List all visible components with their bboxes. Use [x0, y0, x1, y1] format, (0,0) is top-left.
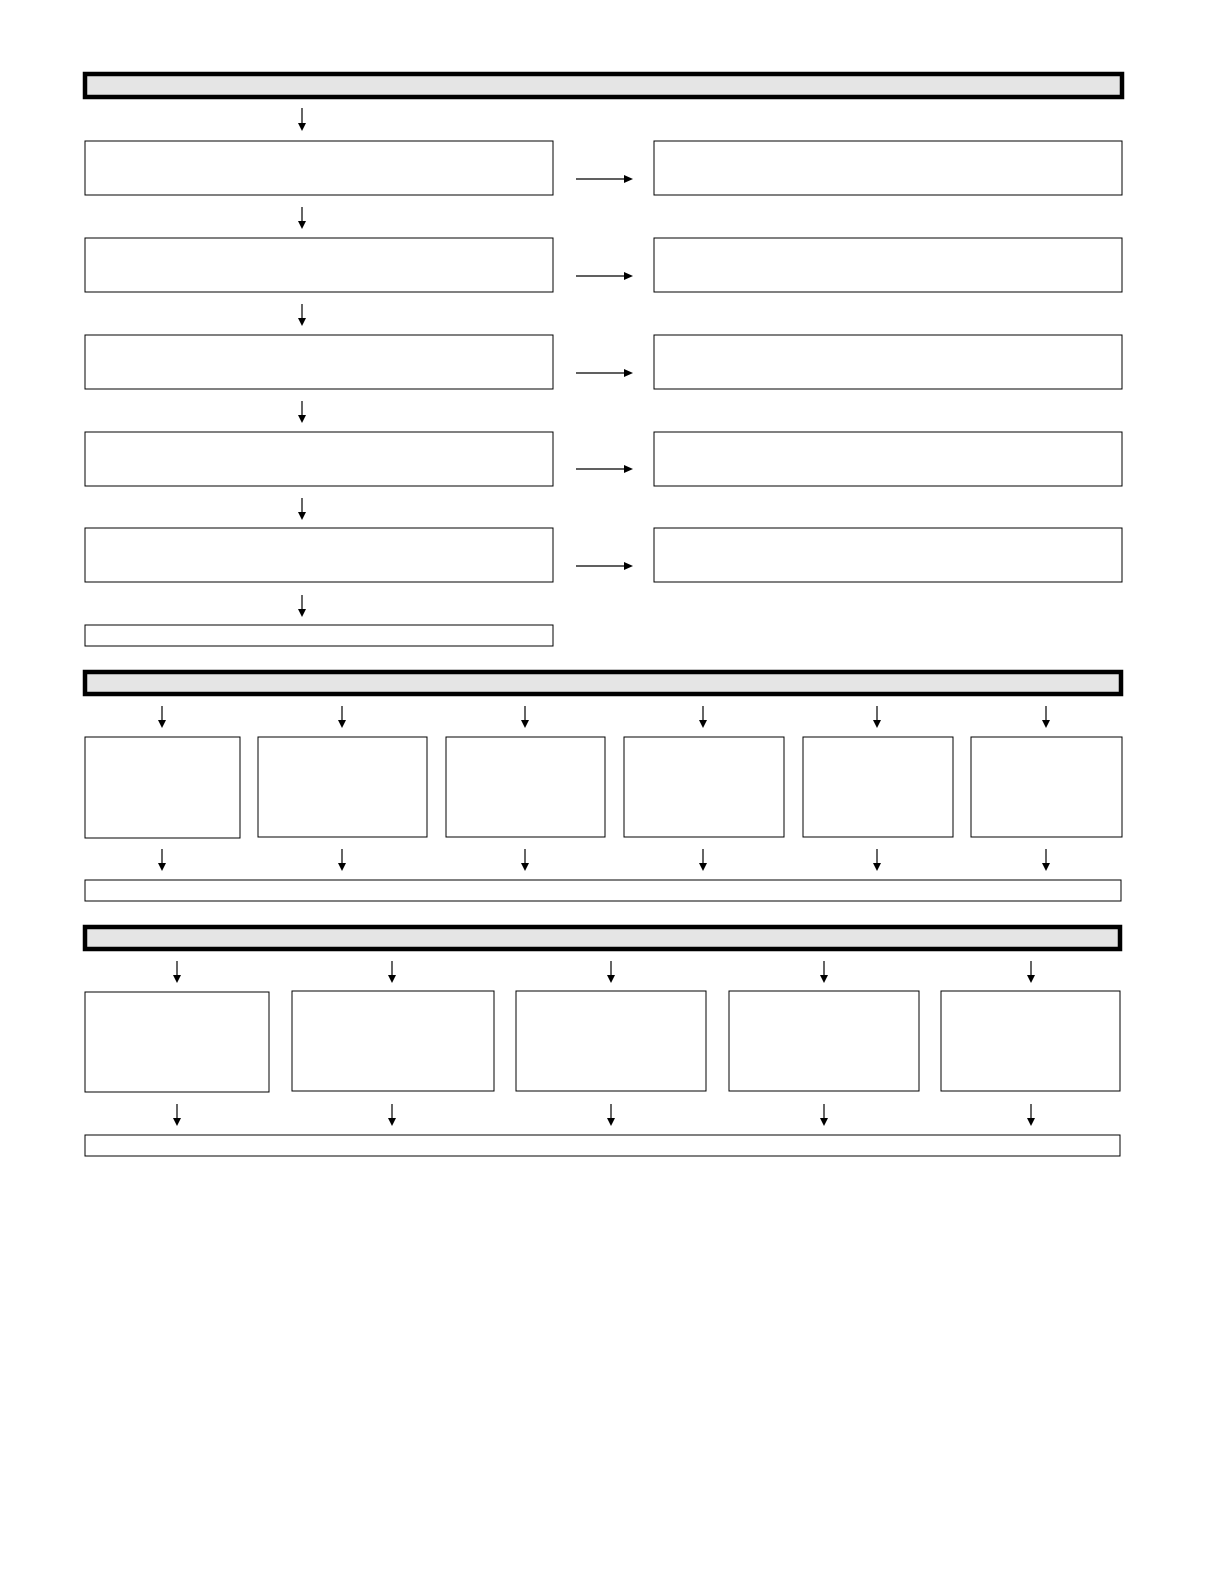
down-arrow	[1042, 706, 1050, 728]
section-2	[85, 672, 1122, 901]
process-box-right-1	[654, 141, 1122, 195]
down-arrow	[521, 706, 529, 728]
right-arrow	[576, 272, 633, 280]
process-box-left-4	[85, 432, 553, 486]
section-1-header	[85, 74, 1122, 97]
down-arrow	[298, 207, 306, 229]
down-arrow	[158, 849, 166, 871]
section-3	[85, 927, 1120, 1156]
process-box-left-5	[85, 528, 553, 582]
process-box-right-3	[654, 335, 1122, 389]
process-box	[446, 737, 605, 837]
down-arrow	[820, 1104, 828, 1126]
down-arrow	[158, 706, 166, 728]
down-arrow	[820, 961, 828, 983]
process-box	[624, 737, 784, 837]
process-box	[971, 737, 1122, 837]
process-box	[941, 991, 1120, 1091]
down-arrow	[298, 498, 306, 520]
down-arrow	[388, 1104, 396, 1126]
right-arrow	[576, 562, 633, 570]
down-arrow	[298, 595, 306, 617]
section-3-header	[85, 927, 1120, 949]
down-arrow	[388, 961, 396, 983]
down-arrow	[298, 401, 306, 423]
down-arrow	[298, 108, 306, 131]
summary-box-1	[85, 625, 553, 646]
process-box-right-4	[654, 432, 1122, 486]
process-box	[258, 737, 427, 837]
section-2-header	[85, 672, 1121, 694]
down-arrow	[338, 849, 346, 871]
right-arrow	[576, 175, 633, 183]
down-arrow	[1027, 1104, 1035, 1126]
down-arrow	[607, 1104, 615, 1126]
down-arrow	[873, 706, 881, 728]
process-box	[729, 991, 919, 1091]
right-arrow	[576, 369, 633, 377]
right-arrow	[576, 465, 633, 473]
down-arrow	[298, 304, 306, 326]
down-arrow	[173, 961, 181, 983]
down-arrow	[1027, 961, 1035, 983]
process-box	[292, 991, 494, 1091]
down-arrow	[873, 849, 881, 871]
process-box-right-5	[654, 528, 1122, 582]
down-arrow	[1042, 849, 1050, 871]
down-arrow	[173, 1104, 181, 1126]
process-box-left-2	[85, 238, 553, 292]
down-arrow	[699, 706, 707, 728]
down-arrow	[607, 961, 615, 983]
down-arrow	[699, 849, 707, 871]
section-1	[85, 74, 1122, 646]
summary-box-3	[85, 1135, 1120, 1156]
process-box-left-1	[85, 141, 553, 195]
summary-box-2	[85, 880, 1121, 901]
process-box	[803, 737, 953, 837]
process-box-left-3	[85, 335, 553, 389]
process-box	[85, 992, 269, 1092]
process-box	[516, 991, 706, 1091]
process-box-right-2	[654, 238, 1122, 292]
process-box	[85, 737, 240, 838]
down-arrow	[338, 706, 346, 728]
down-arrow	[521, 849, 529, 871]
